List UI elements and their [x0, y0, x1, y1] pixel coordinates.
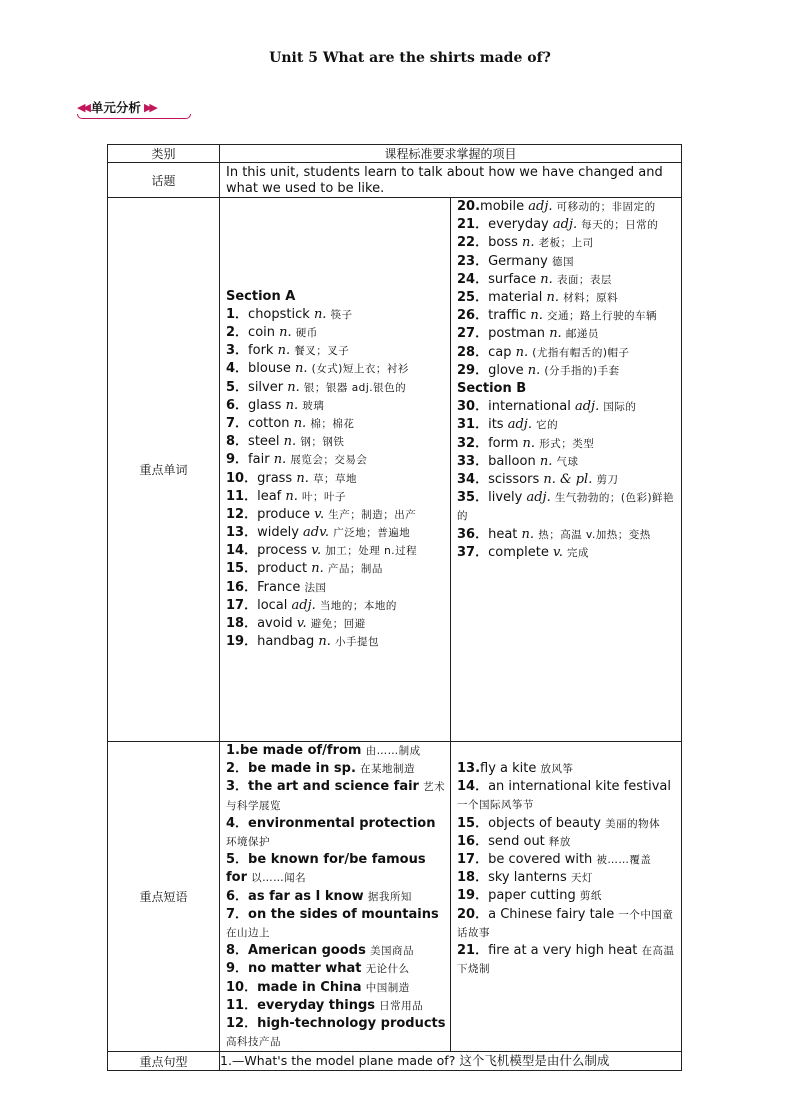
phrase-english: sky lanterns [488, 870, 567, 886]
vocab-word: surface [488, 271, 537, 287]
chinese-meaning: 形式；类型 [539, 437, 595, 450]
chinese-meaning: 银；银器 adj.银色的 [303, 381, 407, 394]
phrase-english: objects of beauty [488, 815, 601, 831]
phrase-english: environmental protection [248, 815, 436, 831]
item-number: 1. [226, 743, 240, 758]
part-of-speech: adj. [552, 217, 578, 233]
chinese-meaning: 硬币 [295, 327, 318, 339]
vocab-word: steel [248, 434, 280, 450]
vocab-word: produce [257, 506, 310, 522]
item-number: 16． [457, 833, 489, 849]
part-of-speech: v. [314, 506, 325, 522]
vocab-word: grass [257, 470, 293, 486]
item-number: 6． [226, 888, 249, 904]
chinese-meaning: 据我所知 [367, 890, 412, 903]
item-number: 30． [457, 399, 489, 415]
vocab-item [457, 289, 677, 307]
chinese-meaning: 释放 [548, 835, 571, 848]
chinese-meaning: 叶；叶子 [302, 490, 347, 503]
phrase-item [226, 760, 446, 778]
phrase-item [226, 1015, 446, 1051]
item-number: 26． [457, 308, 489, 324]
part-of-speech: n. [279, 325, 292, 340]
chinese-meaning: 一个国际风筝节 [457, 799, 534, 812]
item-number: 35． [457, 490, 489, 506]
item-number: 14． [226, 543, 258, 559]
phrase-english: an international kite festival [488, 779, 672, 795]
chinese-meaning: 生产；制造；出产 [328, 508, 417, 521]
phrase-item [226, 997, 446, 1015]
vocab-word: glass [248, 397, 282, 413]
phrase-column-a [220, 742, 451, 1052]
table-header-row [108, 145, 682, 163]
chinese-meaning: (分手指的)手套 [544, 364, 620, 377]
item-number: 18． [457, 870, 489, 886]
item-number: 17． [457, 852, 489, 868]
part-of-speech: adj. [291, 597, 316, 613]
vocab-word: complete [488, 544, 549, 560]
chinese-meaning: 剪刀 [596, 474, 619, 487]
part-of-speech: n. [546, 290, 560, 306]
chinese-meaning: 小手提包 [335, 636, 380, 649]
phrase-item [226, 888, 446, 906]
topic-label: 话题 [108, 163, 220, 198]
item-number: 10． [226, 979, 258, 995]
vocab-item [457, 271, 677, 289]
chinese-meaning: 放风筝 [540, 763, 574, 775]
item-number: 21． [457, 943, 489, 959]
phrase-item [457, 887, 677, 905]
item-number: 21． [457, 217, 489, 233]
item-number: 29． [457, 362, 489, 378]
chinese-meaning: 在高温下烧制 [457, 945, 675, 976]
phrase-english: be made of/from [239, 743, 362, 758]
phrase-item [226, 942, 446, 960]
phrase-item [226, 960, 446, 978]
vocab-word: lively [488, 490, 523, 506]
vocab-word: fork [248, 343, 274, 359]
vocab-word: Germany [488, 253, 548, 269]
badge-label: 单元分析 [90, 100, 141, 115]
vocab-word: France [257, 579, 301, 595]
chinese-meaning: 中国制造 [365, 981, 410, 994]
vocab-word: chopstick [248, 306, 310, 322]
item-number: 7． [226, 415, 249, 431]
vocab-item [226, 579, 446, 597]
vocab-item [226, 597, 446, 615]
item-number: 28． [457, 344, 489, 360]
vocab-word: material [488, 290, 543, 306]
item-number: 4． [226, 361, 249, 377]
item-number: 11． [226, 488, 258, 504]
vocab-word: cap [488, 344, 512, 360]
part-of-speech: n. [530, 308, 543, 324]
part-of-speech: n. [527, 362, 541, 378]
phrase-english: on the sides of mountains [248, 906, 439, 922]
vocab-item [226, 615, 446, 633]
sentence-row [108, 1052, 682, 1071]
vocab-item [457, 307, 677, 325]
part-of-speech: n. [318, 634, 331, 650]
chinese-meaning: 德国 [552, 255, 574, 268]
vocab-word: process [257, 543, 308, 559]
item-number: 8． [226, 943, 249, 959]
phrase-column-b [451, 742, 682, 1052]
item-number: 32． [457, 435, 489, 451]
item-number: 8． [226, 434, 249, 450]
phrase-item [226, 742, 446, 760]
item-number: 37． [457, 544, 489, 560]
phrase-item [457, 815, 677, 833]
phrase-english: be covered with [488, 852, 593, 868]
item-number: 9． [226, 961, 249, 977]
phrase-item [457, 778, 677, 814]
left-arrows-icon: ◀◀ [77, 100, 88, 114]
vocab-list-b [451, 198, 681, 562]
vocab-list-a [220, 288, 450, 652]
chinese-meaning: 广泛地；普遍地 [333, 527, 411, 540]
vocab-word: form [488, 435, 519, 451]
chinese-meaning: 它的 [536, 419, 559, 432]
item-number: 10． [226, 470, 258, 486]
vocab-item [226, 560, 446, 578]
part-of-speech: adj. [574, 399, 600, 415]
item-number: 36． [457, 526, 489, 542]
item-number: 23． [457, 253, 489, 269]
vocab-word: widely [257, 525, 299, 541]
phrase-english: send out [488, 833, 545, 849]
part-of-speech: n. [285, 488, 298, 504]
sentence-first: 1.—What's the model plane made of? 这个飞机模型是由什么制成 [220, 1052, 682, 1071]
section-heading [457, 380, 677, 398]
part-of-speech: n. [287, 379, 300, 395]
vocab-item [226, 324, 446, 342]
part-of-speech: n. [283, 434, 297, 450]
vocab-item [457, 416, 677, 434]
vocab-item [457, 435, 677, 453]
chinese-meaning: 无论什么 [365, 963, 410, 976]
phrase-english: a Chinese fairy tale [488, 906, 615, 922]
part-of-speech: n. [295, 361, 308, 377]
part-of-speech: n. [521, 526, 535, 542]
phrase-english: no matter what [248, 961, 362, 977]
item-number: 9． [226, 452, 249, 468]
chinese-meaning: 材料；原料 [563, 292, 619, 305]
phrase-item [226, 851, 446, 887]
topic-text: In this unit, students learn to talk about how we have changed and what we used to be like. [220, 163, 682, 198]
chinese-meaning: 美国商品 [369, 945, 414, 958]
chinese-meaning: 剪纸 [579, 890, 602, 903]
vocab-item [457, 489, 677, 525]
vocab-word: balloon [488, 453, 536, 469]
phrase-item [457, 906, 677, 942]
unit-analysis-table [107, 144, 682, 1071]
phrase-english: American goods [248, 943, 366, 959]
item-number: 27． [457, 326, 489, 342]
vocab-item [226, 470, 446, 488]
part-of-speech: n. [549, 326, 562, 342]
phrase-item [457, 833, 677, 851]
part-of-speech: v. [296, 616, 307, 631]
part-of-speech: n. [296, 470, 309, 486]
phrase-english: be known for/be famous for [226, 852, 426, 886]
chinese-meaning: 筷子 [330, 308, 353, 321]
phrase-list-b [451, 742, 681, 978]
vocab-word: blouse [248, 361, 291, 377]
chinese-meaning: 天灯 [570, 872, 593, 885]
vocab-item [457, 544, 677, 562]
chinese-meaning: 日常用品 [379, 999, 424, 1012]
chinese-meaning: 在某地制造 [360, 763, 416, 776]
part-of-speech: n. [540, 271, 553, 287]
item-number: 6． [226, 397, 249, 413]
vocab-item [226, 306, 446, 324]
item-number: 14． [457, 779, 489, 795]
item-number: 3． [226, 779, 249, 795]
chinese-meaning: 国际的 [603, 401, 637, 414]
chinese-meaning: 艺术与科学展览 [226, 781, 446, 812]
vocab-item [457, 234, 677, 252]
phrase-item [457, 869, 677, 887]
vocab-label: 重点单词 [108, 198, 220, 742]
vocab-item [457, 398, 677, 416]
chinese-meaning: 生气勃勃的；(色彩)鲜艳的 [457, 492, 675, 523]
part-of-speech: v. [311, 543, 322, 559]
chinese-meaning: 由……制成 [365, 745, 421, 757]
section-heading-text: Section A [226, 288, 296, 304]
vocab-word: heat [488, 526, 518, 542]
part-of-speech: n. [311, 561, 324, 577]
part-of-speech: adj. [507, 417, 532, 433]
item-number: 5． [226, 379, 249, 395]
phrase-english: paper cutting [488, 888, 576, 904]
phrase-item [226, 979, 446, 997]
vocab-column-a [220, 198, 451, 742]
vocab-item [226, 415, 446, 433]
phrase-label: 重点短语 [108, 742, 220, 1052]
part-of-speech: n. [515, 344, 529, 360]
vocab-item [226, 488, 446, 506]
chinese-meaning: 草；草地 [313, 472, 357, 485]
vocab-item [457, 453, 677, 471]
phrase-english: the art and science fair [248, 779, 419, 795]
item-number: 19． [226, 634, 258, 650]
vocab-item [457, 253, 677, 271]
chinese-meaning: 法国 [304, 581, 327, 594]
vocab-word: mobile [480, 199, 525, 214]
item-number: 2． [226, 761, 249, 777]
item-number: 18． [226, 616, 258, 631]
item-number: 20. [457, 199, 481, 214]
vocab-word: traffic [488, 308, 527, 324]
item-number: 22． [457, 235, 489, 251]
phrase-item [226, 778, 446, 814]
vocab-item [226, 524, 446, 542]
chinese-meaning: 热；高温 v.加热；变热 [538, 528, 651, 541]
vocab-item [457, 362, 677, 380]
vocab-item [226, 397, 446, 415]
section-heading-text: Section B [457, 381, 527, 397]
chinese-meaning: 气球 [556, 455, 579, 468]
vocab-item [457, 344, 677, 362]
part-of-speech: v. [552, 544, 563, 560]
vocab-item [457, 198, 677, 216]
vocab-item [226, 451, 446, 469]
chinese-meaning: 加工；处理 n.过程 [325, 545, 418, 558]
item-number: 19． [457, 888, 489, 904]
item-number: 12． [226, 1016, 258, 1032]
vocab-column-b [451, 198, 682, 742]
chinese-meaning: 在山边上 [226, 927, 270, 940]
phrase-english: high-technology products [257, 1016, 446, 1032]
item-number: 7． [226, 906, 249, 922]
vocab-word: local [257, 597, 288, 613]
vocab-item [226, 379, 446, 397]
vocab-item [226, 633, 446, 651]
vocab-item [226, 360, 446, 378]
phrase-item [226, 906, 446, 942]
vocab-word: boss [488, 235, 518, 251]
phrase-english: fly a kite [480, 761, 537, 776]
phrase-list-a [220, 742, 450, 1051]
phrase-english: be made in sp. [248, 761, 356, 777]
item-number: 12． [226, 506, 258, 522]
part-of-speech: n. [273, 452, 287, 468]
part-of-speech: adj. [526, 490, 551, 506]
part-of-speech: n. & pl. [543, 472, 593, 488]
right-arrows-icon: ▶▶ [143, 100, 155, 114]
chinese-meaning: 交通；路上行驶的车辆 [547, 310, 658, 323]
chinese-meaning: 完成 [567, 546, 590, 559]
vocab-word: avoid [257, 616, 293, 631]
part-of-speech: adv. [303, 525, 330, 541]
chinese-meaning: 玻璃 [302, 399, 325, 412]
phrase-english: fire at a very high heat [488, 943, 638, 959]
vocab-word: coin [248, 325, 275, 340]
item-number: 11． [226, 997, 258, 1013]
item-number: 20． [457, 906, 489, 922]
item-number: 15． [457, 815, 489, 831]
chinese-meaning: 一个中国童话故事 [457, 908, 674, 939]
part-of-speech: n. [522, 435, 536, 451]
vocab-item [457, 526, 677, 544]
section-heading [226, 288, 446, 306]
header-project: 课程标准要求掌握的项目 [220, 145, 682, 163]
part-of-speech: n. [313, 306, 327, 322]
item-number: 13. [457, 761, 481, 776]
chinese-meaning: 棉；棉花 [310, 417, 355, 430]
item-number: 1． [226, 306, 249, 322]
vocab-word: handbag [257, 634, 315, 650]
vocab-word: postman [488, 326, 546, 342]
item-number: 17． [226, 597, 258, 613]
phrase-item [457, 942, 677, 978]
chinese-meaning: 展览会；交易会 [290, 454, 368, 467]
chinese-meaning: 餐叉；叉子 [294, 345, 350, 358]
chinese-meaning: 邮递员 [565, 328, 599, 341]
chinese-meaning: 高科技产品 [226, 1036, 281, 1049]
chinese-meaning: 每天的；日常的 [581, 219, 659, 232]
vocab-word: fair [248, 452, 270, 468]
phrase-row [108, 742, 682, 1052]
item-number: 34． [457, 472, 489, 488]
vocab-item [226, 506, 446, 524]
item-number: 31． [457, 417, 489, 433]
item-number: 33． [457, 453, 489, 469]
chinese-meaning: 避免；回避 [310, 618, 366, 630]
item-number: 13． [226, 525, 258, 541]
part-of-speech: n. [285, 397, 299, 413]
phrase-english: as far as I know [248, 888, 364, 904]
vocab-word: international [488, 399, 571, 415]
item-number: 4． [226, 815, 249, 831]
unit-title: Unit 5 What are the shirts made of? [269, 50, 551, 66]
vocab-word: scissors [488, 472, 540, 488]
header-category: 类别 [108, 145, 220, 163]
chinese-meaning: 美丽的物体 [605, 817, 661, 830]
vocab-item [457, 216, 677, 234]
vocab-word: silver [248, 379, 284, 395]
vocab-item [457, 471, 677, 489]
chinese-meaning: 被……覆盖 [596, 854, 652, 867]
vocab-word: product [257, 561, 308, 577]
vocab-word: its [488, 417, 504, 433]
vocab-word: cotton [248, 415, 290, 431]
phrase-english: made in China [257, 979, 362, 995]
item-number: 5． [226, 852, 249, 868]
item-number: 25． [457, 290, 489, 306]
part-of-speech: adj. [528, 199, 553, 214]
topic-row [108, 163, 682, 198]
item-number: 24． [457, 271, 489, 287]
badge-underline [77, 114, 191, 119]
vocab-word: leaf [257, 488, 282, 504]
chinese-meaning: 老板；上司 [538, 237, 594, 250]
part-of-speech: n. [293, 415, 307, 431]
vocab-word: everyday [488, 217, 549, 233]
vocab-item [226, 342, 446, 360]
vocab-item [457, 325, 677, 343]
chinese-meaning: 当地的；本地的 [319, 599, 397, 612]
chinese-meaning: 产品；制品 [327, 563, 383, 576]
phrase-item [226, 815, 446, 851]
part-of-speech: n. [277, 343, 291, 359]
chinese-meaning: 以……闻名 [251, 872, 307, 885]
chinese-meaning: 表面；表层 [556, 273, 612, 286]
item-number: 3． [226, 343, 249, 359]
vocab-word: glove [488, 362, 524, 378]
part-of-speech: n. [522, 235, 535, 251]
vocab-item [226, 433, 446, 451]
chinese-meaning: (尤指有帽舌的)帽子 [532, 346, 630, 359]
part-of-speech: n. [539, 453, 553, 469]
phrase-english: everyday things [257, 997, 375, 1013]
phrase-item [457, 760, 677, 778]
vocab-item [226, 542, 446, 560]
chinese-meaning: 环境保护 [226, 836, 270, 849]
vocab-row [108, 198, 682, 742]
chinese-meaning: 可移动的；非固定的 [556, 201, 656, 213]
chinese-meaning: 钢；钢铁 [300, 436, 345, 449]
item-number: 15． [226, 561, 258, 577]
item-number: 16． [226, 579, 258, 595]
phrase-item [457, 851, 677, 869]
item-number: 2． [226, 325, 249, 340]
sentence-label: 重点句型 [108, 1052, 220, 1071]
chinese-meaning: (女式)短上衣；衬衫 [311, 363, 409, 376]
